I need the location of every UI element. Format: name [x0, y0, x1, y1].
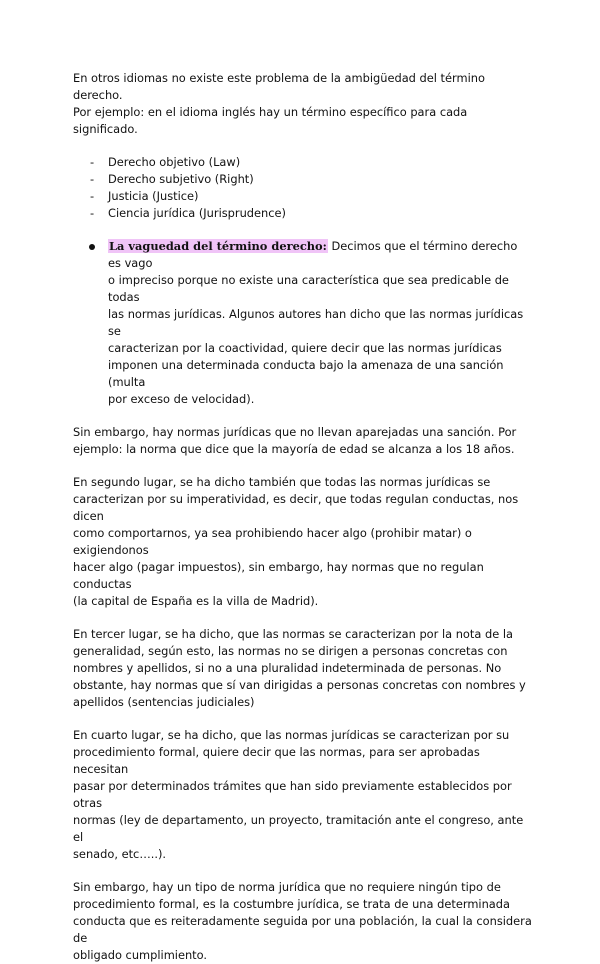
text-line: Por ejemplo: en el idioma inglés hay un término específico para cada significado. — [73, 105, 468, 136]
text-line: las normas jurídicas. Algunos autores han dicho que las normas jurídicas se — [108, 307, 524, 338]
text-line: senado, etc…..). — [73, 847, 167, 861]
paragraph-sanction — [73, 424, 533, 458]
text-line: imponen una determinada conducta bajo la amenaza de una sanción (multa — [108, 358, 504, 389]
text-line: o impreciso porque no existe una característica que sea predicable de todas — [108, 273, 509, 304]
text-line: como comportarnos, ya sea prohibiendo hacer algo (prohibir matar) o exigiendonos — [73, 526, 472, 557]
text-line: pasar por determinados trámites que han sido previamente establecidos por otras — [73, 779, 512, 810]
text-line: Sin embargo, hay normas jurídicas que no llevan aparejadas una sanción. Por — [73, 425, 517, 439]
highlighted-heading: La vaguedad del término derecho: — [109, 239, 327, 253]
text-line: caracterizan por la coactividad, quiere decir que las normas jurídicas — [108, 341, 502, 355]
text-line: (la capital de España es la villa de Madrid). — [73, 594, 319, 608]
text-line: procedimiento formal, es la costumbre jurídica, se trata de una determinada — [73, 897, 510, 911]
text-line: apellidos (sentencias judiciales) — [73, 695, 255, 709]
paragraph-custom — [73, 879, 533, 964]
text-line: obstante, hay normas que sí van dirigidas a personas concretas con nombres y — [73, 678, 526, 692]
text-line: hacer algo (pagar impuestos), sin embargo, hay normas que no regulan conductas — [73, 560, 484, 591]
paragraph-imperativity — [73, 474, 533, 610]
text-line: En tercer lugar, se ha dicho, que las normas se caracterizan por la nota de la — [73, 627, 513, 641]
vagueness-bullet — [73, 238, 533, 408]
text-line: normas (ley de departamento, un proyecto, tramitación ante el congreso, ante el — [73, 813, 524, 844]
text-line: procedimiento formal, quiere decir que las normas, para ser aprobadas necesitan — [73, 745, 480, 776]
text-line: Sin embargo, hay un tipo de norma jurídica que no requiere ningún tipo de — [73, 880, 501, 894]
list-item: - Ciencia jurídica (Jurisprudence) — [73, 205, 533, 222]
text-line: ejemplo: la norma que dice que la mayoría de edad se alcanza a los 18 años. — [73, 442, 515, 456]
paragraph-generality — [73, 626, 533, 711]
list-item: - Justicia (Justice) — [73, 188, 533, 205]
intro-paragraph — [73, 70, 533, 138]
text-line: conducta que es reiteradamente seguida por una población, la cual la considera de — [73, 914, 532, 945]
text-line: caracterizan por su imperatividad, es decir, que todas regulan conductas, nos dicen — [73, 492, 519, 523]
list-item: - Derecho objetivo (Law) — [73, 154, 533, 171]
document-body — [73, 70, 533, 964]
paragraph-formal-procedure — [73, 727, 533, 863]
text-line: por exceso de velocidad). — [108, 392, 255, 406]
text-line: nombres y apellidos, si no a una pluralidad indeterminada de personas. No — [73, 661, 502, 675]
text-line: En segundo lugar, se ha dicho también que todas las normas jurídicas se — [73, 475, 491, 489]
text-line: En cuarto lugar, se ha dicho, que las normas jurídicas se caracterizan por su — [73, 728, 510, 742]
text-line: obligado cumplimiento. — [73, 948, 208, 962]
list-item: - Derecho subjetivo (Right) — [73, 171, 533, 188]
meanings-list — [73, 154, 533, 222]
text-line: generalidad, según esto, las normas no se dirigen a personas concretas con — [73, 644, 508, 658]
text-line: Decimos que el término derecho es vago — [108, 239, 518, 270]
text-line: En otros idiomas no existe este problema de la ambigüedad del término derecho. — [73, 71, 485, 102]
bullet-dot-icon — [89, 244, 95, 250]
